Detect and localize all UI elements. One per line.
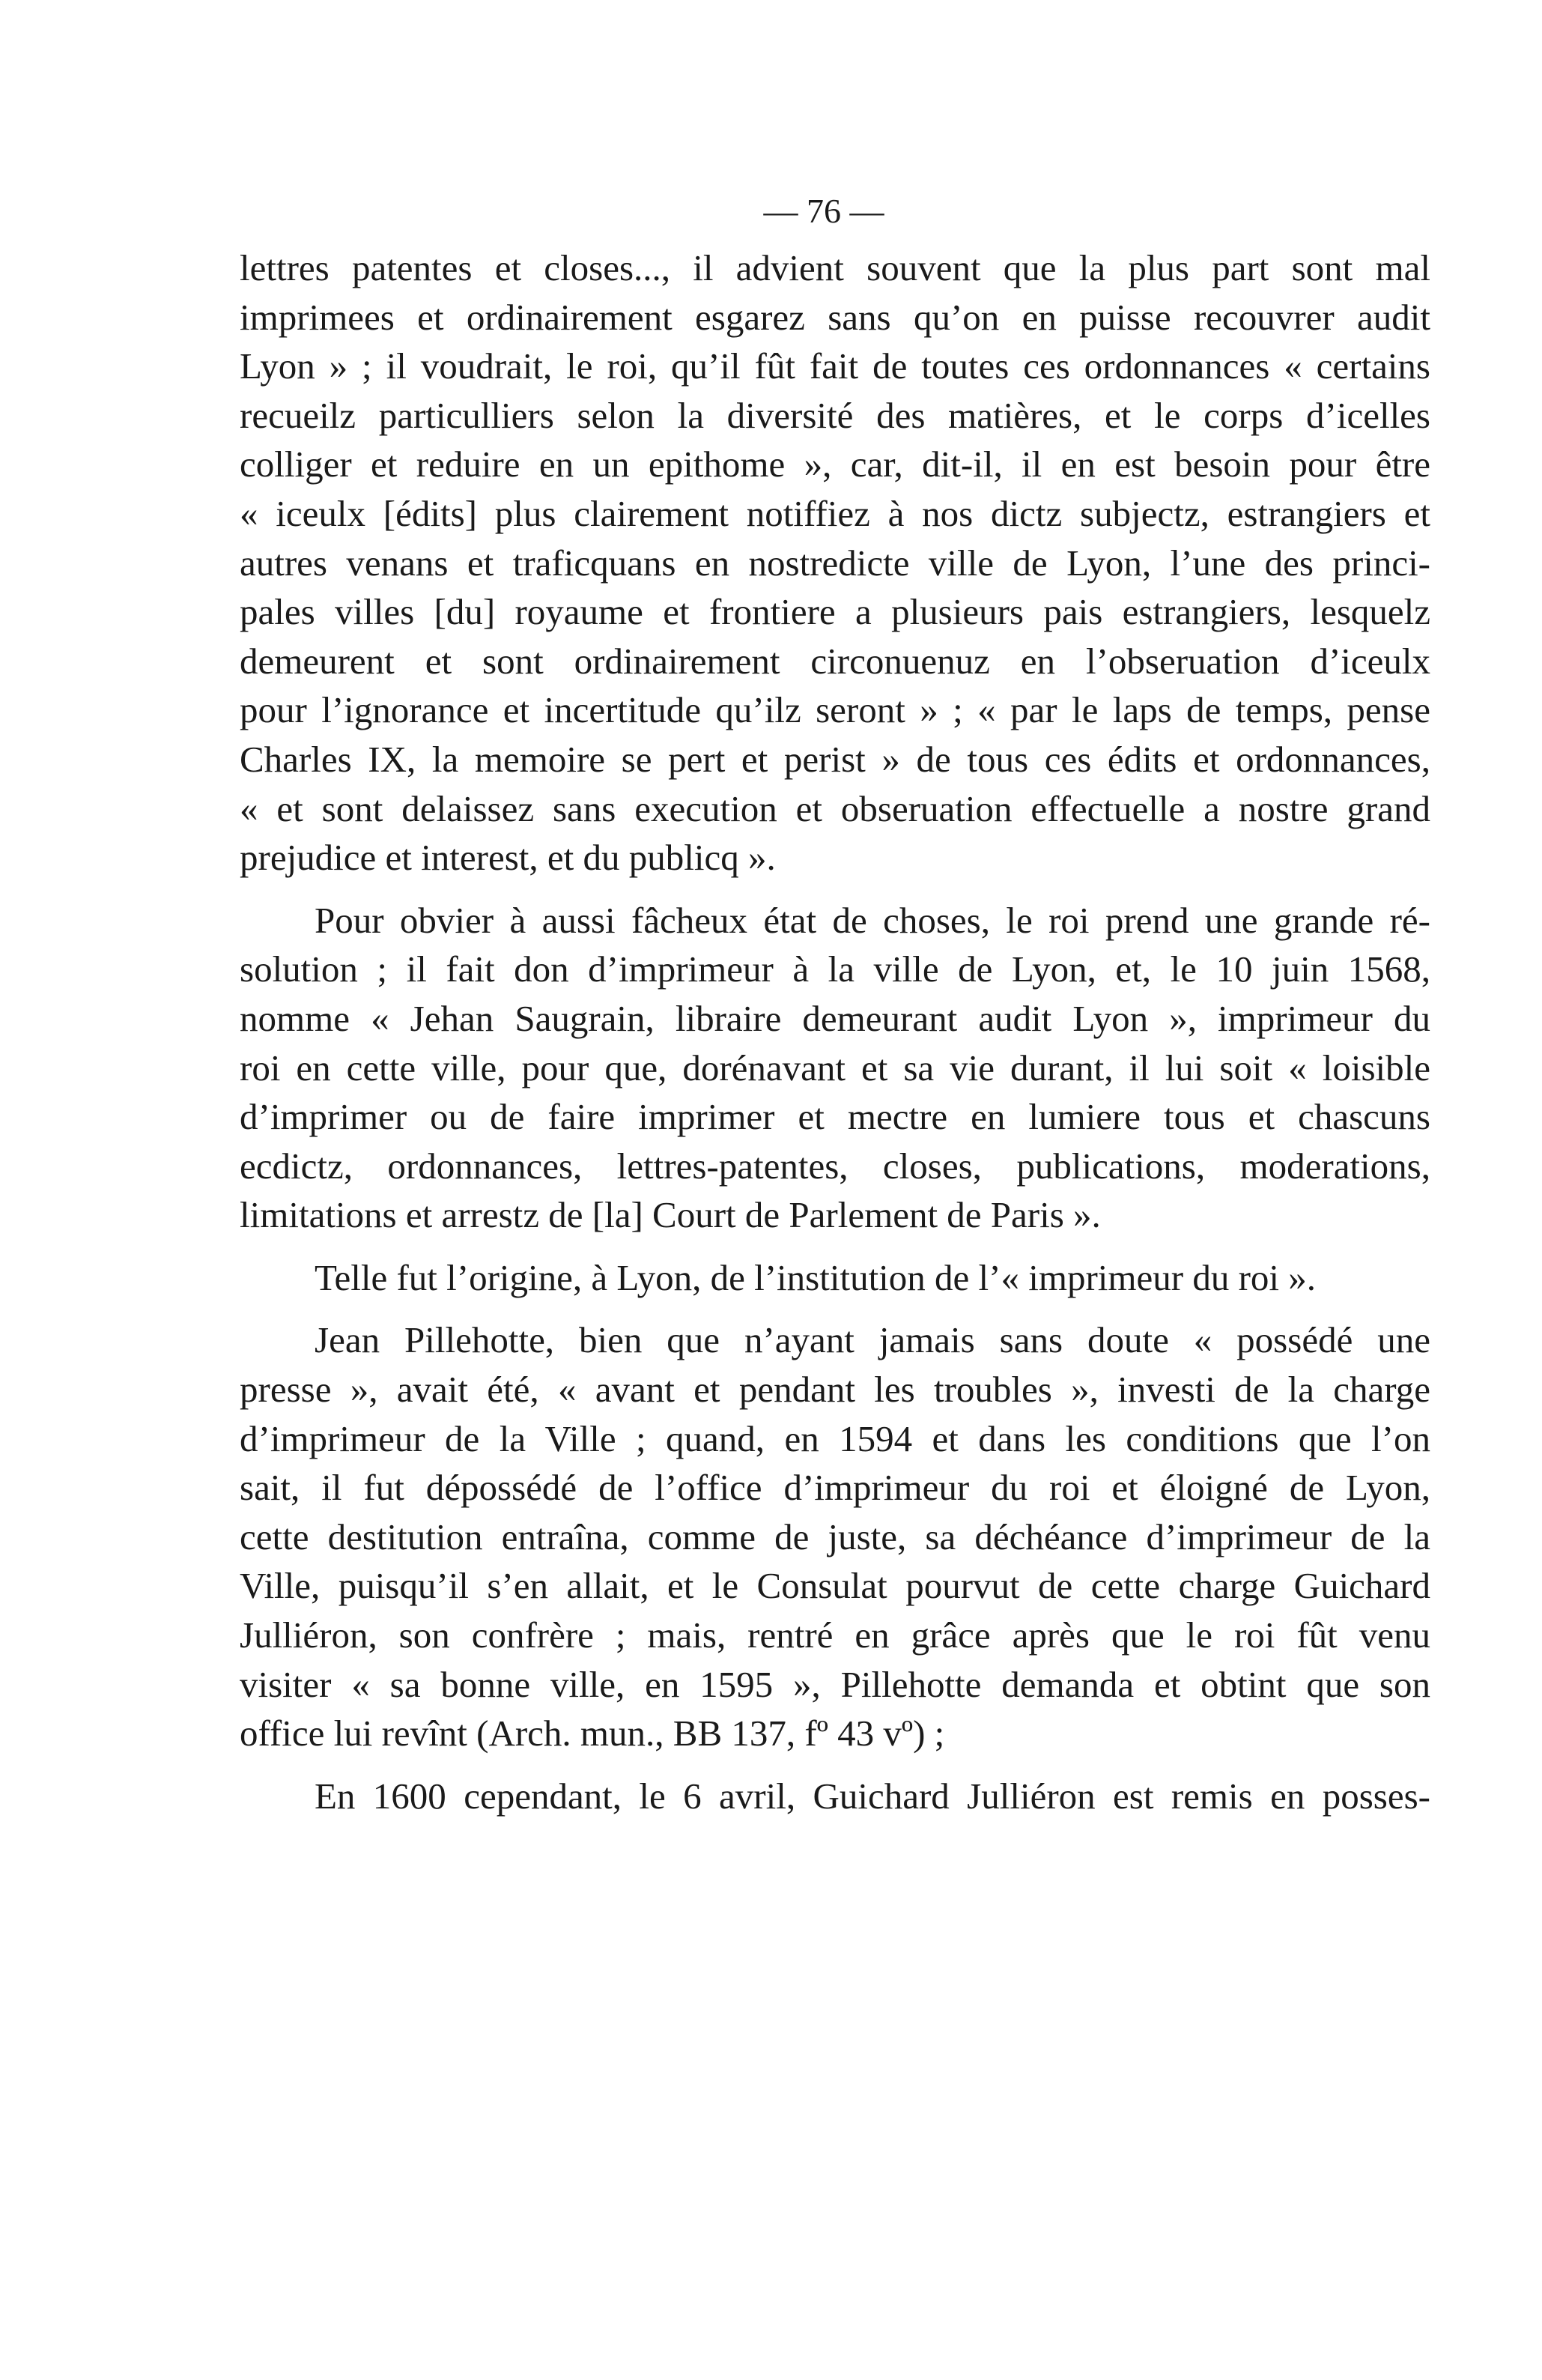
text-line: pales villes [du] royaume et frontiere a plusieurs pais estrangiers, lesquelz: [240, 591, 1430, 633]
text-line: Charles IX, la memoire se pert et perist » de tous ces édits et ordonnances,: [240, 738, 1430, 780]
text-line: prejudice et interest, et du publicq ».: [240, 837, 776, 879]
text-line: ecdictz, ordonnances, lettres-patentes, closes, publications, moderations,: [240, 1145, 1430, 1187]
text-line: autres venans et traficquans en nostredicte ville de Lyon, l’une des princi-: [240, 542, 1430, 584]
text-line: Pour obvier à aussi fâcheux état de choses, le roi prend une grande ré-: [315, 899, 1430, 941]
text-line: « et sont delaissez sans execution et obseruation effectuelle a nostre grand: [240, 787, 1430, 829]
text-line: cette destitution entraîna, comme de juste, sa déchéance d’imprimeur de la: [240, 1515, 1430, 1557]
text-line: office lui revînt (Arch. mun., BB 137, fº 43 vº) ;: [240, 1713, 945, 1754]
text-line: sait, il fut dépossédé de l’office d’imprimeur du roi et éloigné de Lyon,: [240, 1467, 1430, 1509]
text-line: En 1600 cependant, le 6 avril, Guichard Julliéron est remis en posses-: [315, 1775, 1430, 1817]
text-line: Lyon » ; il voudrait, le roi, qu’il fût fait de toutes ces ordonnances « certains: [240, 345, 1430, 387]
text-line: presse », avait été, « avant et pendant les troubles », investi de la charge: [240, 1369, 1430, 1411]
text-line: recueilz particulliers selon la diversité des matières, et le corps d’icelles: [240, 394, 1430, 436]
text-line: limitations et arrestz de [la] Court de Parlement de Paris ».: [240, 1194, 1101, 1236]
text-line: roi en cette ville, pour que, dorénavant et sa vie durant, il lui soit « loisible: [240, 1047, 1430, 1088]
body-text: [240, 243, 1430, 1834]
page-number: — 76 —: [763, 192, 884, 230]
text-line: pour l’ignorance et incertitude qu’ilz seront » ; « par le laps de temps, pense: [240, 689, 1430, 731]
paragraph-4: [240, 1315, 1430, 1757]
text-line: d’imprimeur de la Ville ; quand, en 1594 et dans les conditions que l’on: [240, 1417, 1430, 1459]
text-line: lettres patentes et closes..., il advient souvent que la plus part sont mal: [240, 247, 1430, 288]
text-line: Telle fut l’origine, à Lyon, de l’institution de l’« imprimeur du roi ».: [315, 1256, 1316, 1298]
text-line: d’imprimer ou de faire imprimer et mectre en lumiere tous et chascuns: [240, 1096, 1430, 1138]
text-line: « iceulx [édits] plus clairement notiffiez à nos dictz subjectz, estrangiers et: [240, 492, 1430, 534]
paragraph-5: [240, 1772, 1430, 1821]
text-line: colliger et reduire en un epithome », car, dit-il, il en est besoin pour être: [240, 443, 1430, 485]
text-line: Jean Pillehotte, bien que n’ayant jamais sans doute « possédé une: [315, 1319, 1430, 1361]
text-line: demeurent et sont ordinairement circonuenuz en l’obseruation d’iceulx: [240, 640, 1430, 682]
paragraph-1: [240, 243, 1430, 882]
text-line: Ville, puisqu’il s’en allait, et le Consulat pourvut de cette charge Guichard: [240, 1565, 1430, 1607]
paragraph-2: [240, 896, 1430, 1240]
text-line: imprimees et ordinairement esgarez sans qu’on en puisse recouvrer audit: [240, 296, 1430, 338]
text-line: visiter « sa bonne ville, en 1595 », Pillehotte demanda et obtint que son: [240, 1663, 1430, 1705]
paragraph-3: [240, 1253, 1430, 1303]
text-line: Julliéron, son confrère ; mais, rentré en grâce après que le roi fût venu: [240, 1614, 1430, 1656]
text-line: solution ; il fait don d’imprimeur à la ville de Lyon, et, le 10 juin 1568,: [240, 948, 1430, 990]
text-line: nomme « Jehan Saugrain, libraire demeurant audit Lyon », imprimeur du: [240, 997, 1430, 1039]
